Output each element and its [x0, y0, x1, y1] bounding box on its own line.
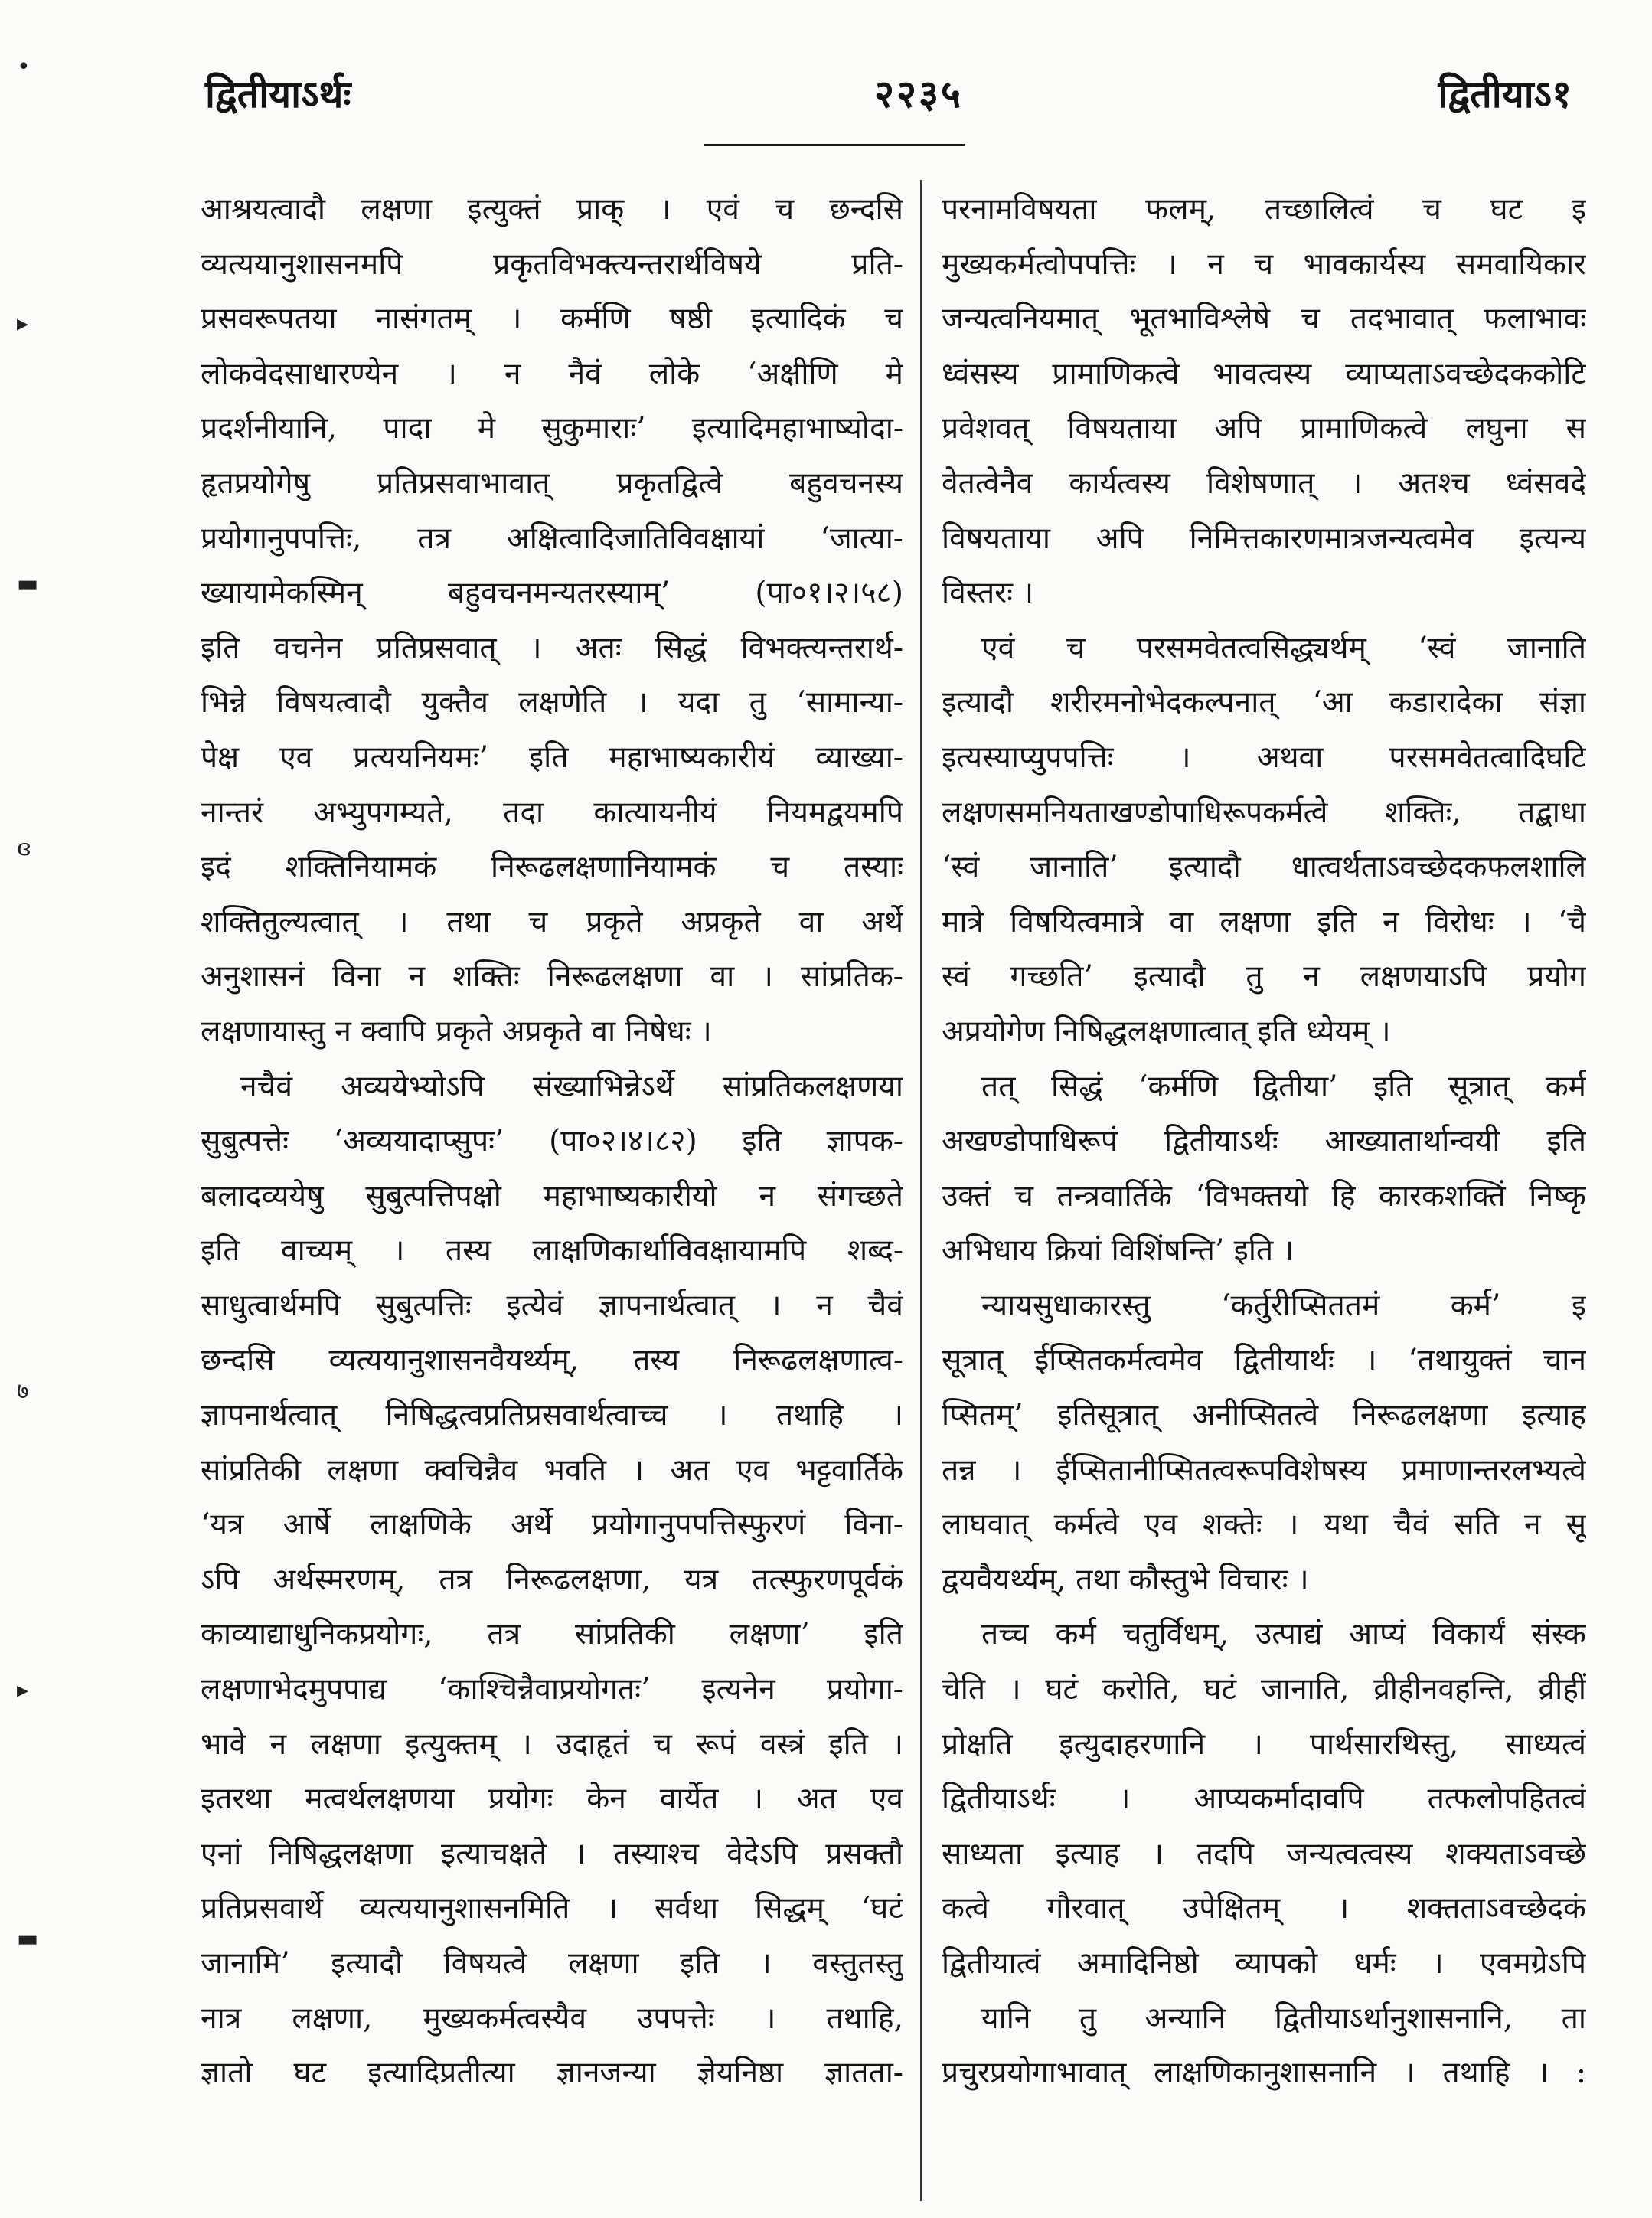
text-line: परनामविषयता फलम्, तच्छालित्वं च घट इ — [942, 192, 1586, 227]
text-line: तन्न । ईप्सितानीप्सितत्वरूपविशेषस्य प्रमाणान्तरलभ्यत्वे — [942, 1452, 1586, 1488]
text-line: प्रवेशवत् विषयताया अपि प्रामाणिकत्वे लघुना स — [942, 411, 1586, 446]
text-line: इत्यादौ शरीरमनोभेदकल्पनात् ‘आ कडारादेका संज्ञा — [942, 685, 1586, 720]
text-line: नात्र लक्षणा, मुख्यकर्मत्वस्यैव उपपत्तेः । तथाहि, — [201, 2001, 903, 2036]
text-line: अभिधाय क्रियां विशिंषन्ति’ इति । — [942, 1233, 1295, 1269]
text-line: लोकवेदसाधारण्येन । न नैवं लोके ‘अक्षीणि मे — [201, 356, 903, 391]
text-line: अखण्डोपाधिरूपं द्वितीयाऽर्थः आख्यातार्थान्वयी इति — [942, 1124, 1586, 1159]
text-line: लाघवात् कर्मत्वे एव शक्तेः । यथा चैवं सति न सू — [942, 1508, 1586, 1543]
text-line: विस्तरः । — [942, 576, 1034, 611]
text-line: प्रतिप्रसवार्थे व्यत्ययानुशासनमिति । सर्वथा सिद्धम् ‘घटं — [201, 1891, 903, 1926]
margin-mark: ɞ — [17, 835, 31, 861]
text-line: इति वाच्यम् । तस्य लाक्षणिकार्थाविवक्षायामपि शब्द- — [201, 1233, 903, 1269]
text-line: ‘स्वं जानाति’ इत्यादौ धात्वर्थताऽवच्छेदकफलशालि — [942, 850, 1586, 885]
text-line: वेतत्वेनैव कार्यत्वस्य विशेषणात् । अतश्च ध्वंसवदे — [942, 465, 1586, 501]
text-line: उक्तं च तन्त्रवार्तिके ‘विभक्तयो हि कारकशक्तिं निष्कृ — [942, 1178, 1586, 1214]
text-line: ऽपि अर्थस्मरणम्, तत्र निरूढलक्षणा, यत्र तत्स्फुरणपूर्वकं — [201, 1562, 903, 1597]
text-line: शक्तितुल्यत्वात् । तथा च प्रकृते अप्रकृते वा अर्थे — [201, 904, 903, 939]
text-line: ज्ञापनार्थत्वात् निषिद्धत्वप्रतिप्रसवार्थत्वाच्च । तथाहि । — [201, 1398, 903, 1433]
text-line: पेक्ष एव प्रत्ययनियमः’ इति महाभाष्यकारीयं व्याख्या- — [201, 740, 903, 775]
text-line: लक्षणसमनियताखण्डोपाधिरूपकर्मत्वे शक्तिः, तद्बाधा — [942, 795, 1586, 830]
margin-mark: ▸ — [17, 310, 29, 337]
paragraph-start: एवं च परसमवेतत्वसिद्ध्यर्थम् ‘स्वं जानाति — [981, 630, 1586, 665]
text-line: द्वितीयात्वं अमादिनिष्ठो व्यापको धर्मः । एवमग्रेऽपि — [942, 1946, 1586, 1981]
text-line: ध्वंसस्य प्रामाणिकत्वे भावत्वस्य व्याप्यताऽवच्छेदककोटि — [942, 356, 1586, 391]
paragraph-start: यानि तु अन्यानि द्वितीयाऽर्थानुशासनानि, ता — [981, 2001, 1586, 2036]
text-line: मात्रे विषयित्वमात्रे वा लक्षणा इति न विरोधः । ‘चै — [942, 904, 1586, 939]
text-line: प्रोक्षति इत्युदाहरणानि । पार्थसारथिस्तु, साध्यत्वं — [942, 1726, 1586, 1762]
left-column — [201, 182, 903, 2101]
text-line: ‘यत्र आर्षे लाक्षणिके अर्थे प्रयोगानुपपत्तिस्फुरणं विना- — [201, 1508, 903, 1543]
text-line: प्रसवरूपतया नासंगतम् । कर्मणि षष्ठी इत्यादिकं च — [201, 302, 903, 337]
text-line: नान्तरं अभ्युपगम्यते, तदा कात्यायनीयं नियमद्वयमपि — [201, 795, 903, 830]
text-line: ज्ञातो घट इत्यादिप्रतीत्या ज्ञानजन्या ज्ञेयनिष्ठा ज्ञातता- — [201, 2056, 903, 2091]
text-line: काव्याद्याधुनिकप्रयोगः, तत्र सांप्रतिकी लक्षणा’ इति — [201, 1617, 903, 1652]
text-line: जानामि’ इत्यादौ विषयत्वे लक्षणा इति । वस्तुतस्तु — [201, 1946, 903, 1981]
text-line: भिन्ने विषयत्वादौ युक्तैव लक्षणेति । यदा तु ‘सामान्या- — [201, 685, 903, 720]
paragraph-start: नचैवं अव्ययेभ्योऽपि संख्याभिन्नेऽर्थे सांप्रतिकलक्षणया — [240, 1069, 903, 1104]
text-line: सांप्रतिकी लक्षणा क्वचिन्नैव भवति । अत एव भट्टवार्तिके — [201, 1452, 903, 1488]
margin-mark: ▬ — [17, 1926, 39, 1952]
text-line: मुख्यकर्मत्वोपपत्तिः । न च भावकार्यस्य समवायिकार — [942, 247, 1586, 282]
text-line: चेति । घटं करोति, घटं जानाति, व्रीहीनवहन्ति, व्रीहीं — [942, 1672, 1586, 1707]
text-line: इत्यस्याप्युपपत्तिः । अथवा परसमवेतत्वादिघटि — [942, 740, 1586, 775]
header-rule — [704, 144, 965, 146]
text-line: सुबुत्पत्तेः ‘अव्ययादाप्सुपः’ (पा०२।४।८२) इति ज्ञापक- — [201, 1124, 903, 1159]
margin-mark: ▬ — [17, 570, 39, 597]
text-line: प्रचुरप्रयोगाभावात् लाक्षणिकानुशासनानि । तथाहि । : — [942, 2056, 1586, 2091]
text-line: हृतप्रयोगेषु प्रतिप्रसवाभावात् प्रकृतद्वित्वे बहुवचनस्य — [201, 465, 903, 501]
right-column — [942, 182, 1586, 2101]
text-line: इति वचनेन प्रतिप्रसवात् । अतः सिद्धं विभक्त्यन्तरार्थ- — [201, 630, 903, 665]
paragraph-start: न्यायसुधाकारस्तु ‘कर्तुरीप्सिततमं कर्म’ इ — [981, 1288, 1586, 1323]
text-line: सूत्रात् ईप्सितकर्मत्वमेव द्वितीयार्थः । ‘तथायुक्तं चान — [942, 1343, 1586, 1378]
text-line: प्सितम्’ इतिसूत्रात् अनीप्सितत्वे निरूढलक्षणा इत्याह — [942, 1398, 1586, 1433]
text-line: भावे न लक्षणा इत्युक्तम् । उदाहृतं च रूपं वस्त्रं इति । — [201, 1726, 903, 1762]
text-line: प्रयोगानुपपत्तिः, तत्र अक्षित्वादिजातिविवक्षायां ‘जात्या- — [201, 521, 903, 556]
text-line: लक्षणायास्तु न क्वापि प्रकृते अप्रकृते वा निषेधः । — [201, 1014, 712, 1049]
text-line: लक्षणाभेदमुपपाद्य ‘काश्चिन्नैवाप्रयोगतः’ इत्यनेन प्रयोगा- — [201, 1672, 903, 1707]
text-line: प्रदर्शनीयानि, पादा मे सुकुमाराः’ इत्यादिमहाभाष्योदा- — [201, 411, 903, 446]
paragraph-start: तच्च कर्म चतुर्विधम्, उत्पाद्यं आप्यं विकार्यं संस्क — [981, 1617, 1586, 1652]
text-line: आश्रयत्वादौ लक्षणा इत्युक्तं प्राक् । एवं च छन्दसि — [201, 192, 903, 227]
page-number: २२३५ — [874, 71, 963, 116]
column-divider — [920, 180, 922, 2201]
text-line: द्वयवैयर्थ्यम्, तथा कौस्तुभे विचारः । — [942, 1562, 1309, 1597]
text-line: इतरथा मत्वर्थलक्षणया प्रयोगः केन वार्येत । अत एव — [201, 1782, 903, 1817]
text-line: बलादव्ययेषु सुबुत्पत्तिपक्षो महाभाष्यकारीयो न संगच्छते — [201, 1178, 903, 1214]
text-line: अप्रयोगेण निषिद्धलक्षणात्वात् इति ध्येयम् । — [942, 1014, 1391, 1049]
text-line: एनां निषिद्धलक्षणा इत्याचक्षते । तस्याश्च वेदेऽपि प्रसक्तौ — [201, 1836, 903, 1871]
text-line: इदं शक्तिनियामकं निरूढलक्षणानियामकं च तस्याः — [201, 850, 903, 885]
text-line: साधुत्वार्थमपि सुबुत्पत्तिः इत्येवं ज्ञापनार्थत्वात् । न चैवं — [201, 1288, 903, 1323]
text-line: छन्दसि व्यत्ययानुशासनवैयर्थ्यम्, तस्य निरूढलक्षणात्व- — [201, 1343, 903, 1378]
running-head-left: द्वितीयाऽर्थः — [205, 71, 351, 116]
margin-mark: ▸ — [17, 1677, 29, 1704]
text-line: साध्यता इत्याह । तदपि जन्यत्वत्वस्य शक्यताऽवच्छे — [942, 1836, 1586, 1871]
text-line: विषयताया अपि निमित्तकारणमात्रजन्यत्वमेव इत्यन्य — [942, 521, 1586, 556]
running-head-right: द्वितीयाऽ१ — [1438, 71, 1572, 116]
text-line: ख्यायामेकस्मिन् बहुवचनमन्यतरस्याम्’ (पा०१।२।५८) — [201, 576, 903, 611]
text-line: जन्यत्वनियमात् भूतभाविश्लेषे च तदभावात् फलाभावः — [942, 302, 1586, 337]
margin-mark: ७ — [17, 1378, 29, 1405]
margin-mark: • — [17, 54, 31, 80]
text-line: स्वं गच्छति’ इत्यादौ तु न लक्षणयाऽपि प्रयोग — [942, 959, 1586, 995]
text-line: व्यत्ययानुशासनमपि प्रकृतविभक्त्यन्तरार्थविषये प्रति- — [201, 247, 903, 282]
text-line: द्वितीयाऽर्थः । आप्यकर्मादावपि तत्फलोपहितत्वं — [942, 1782, 1586, 1817]
text-line: कत्वे गौरवात् उपेक्षितम् । शक्तताऽवच्छेदकं — [942, 1891, 1586, 1926]
text-line: अनुशासनं विना न शक्तिः निरूढलक्षणा वा । सांप्रतिक- — [201, 959, 903, 995]
paragraph-start: तत् सिद्धं ‘कर्मणि द्वितीया’ इति सूत्रात् कर्म — [981, 1069, 1586, 1104]
